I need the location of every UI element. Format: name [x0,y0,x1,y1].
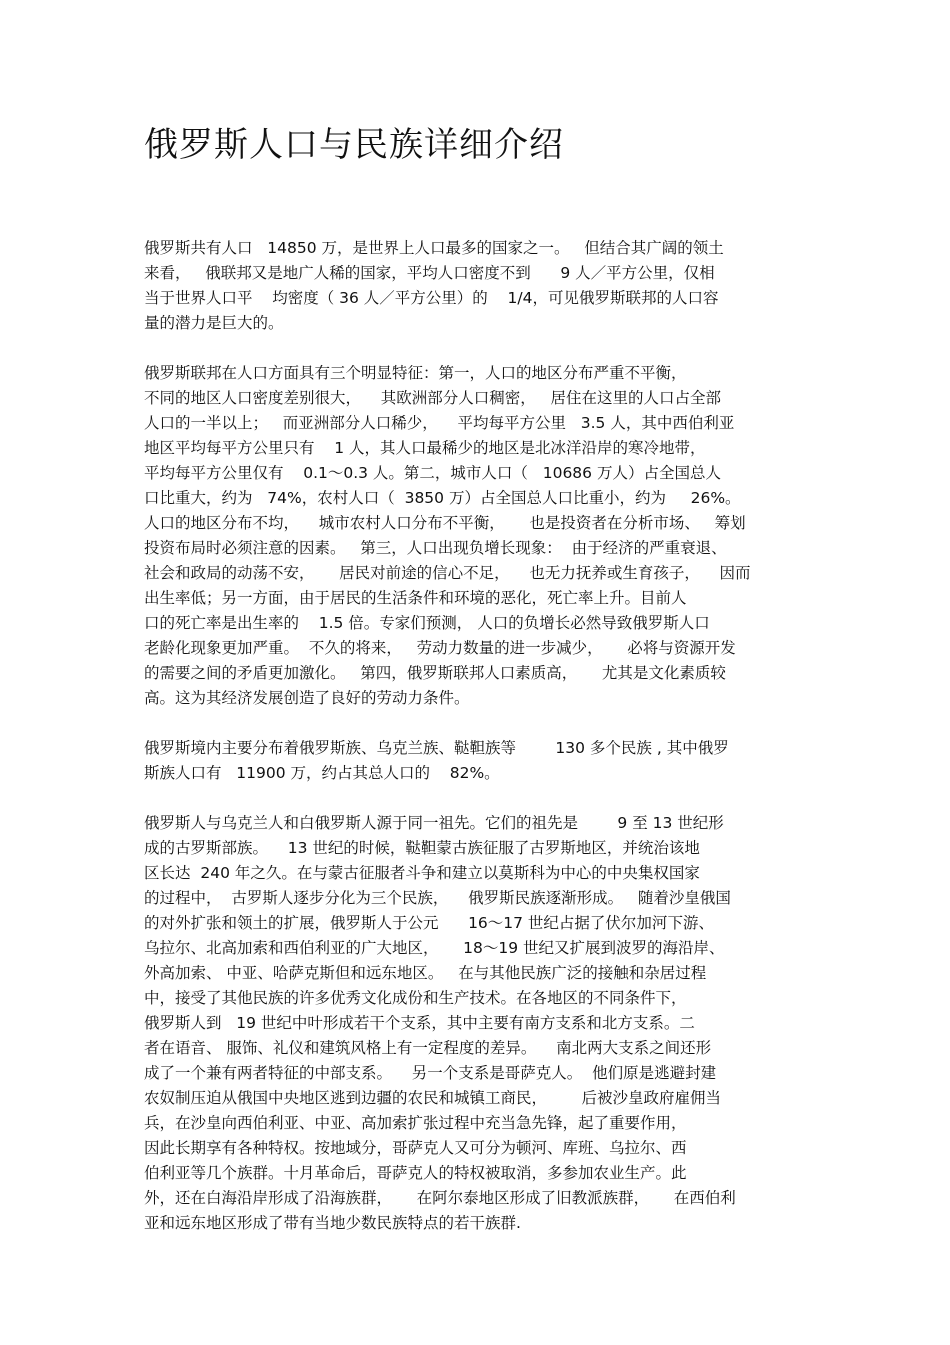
text-line: 的对外扩张和领土的扩展，俄罗斯人于公元 16～17 世纪占据了伏尔加河下游、 [144,914,714,932]
text-line: 人口的一半以上； 而亚洲部分人口稀少， 平均每平方公里 3.5 人，其中西伯利亚 [144,414,735,432]
text-line: 口的死亡率是出生率的 1.5 倍。专家们预测， 人口的负增长必然导致俄罗斯人口 [144,614,710,632]
text-line: 社会和政局的动荡不安， 居民对前途的信心不足， 也无力抚养或生育孩子， 因而 [144,564,751,582]
text-line: 区长达 240 年之久。在与蒙古征服者斗争和建立以莫斯科为中心的中央集权国家 [144,864,700,882]
text-line: 农奴制压迫从俄国中央地区逃到边疆的农民和城镇工商民， 后被沙皇政府雇佣当 [144,1089,721,1107]
text-line: 中，接受了其他民族的许多优秀文化成份和生产技术。在各地区的不同条件下， [144,989,687,1007]
text-line: 者在语音、 服饰、礼仪和建筑风格上有一定程度的差异。 南北两大支系之间还形 [144,1039,712,1057]
text-line: 的过程中， 古罗斯人逐步分化为三个民族， 俄罗斯民族逐渐形成。 随着沙皇俄国 [144,889,731,907]
text-line: 当于世界人口平 均密度（ 36 人／平方公里）的 1/4，可见俄罗斯联邦的人口容 [144,289,719,307]
text-line: 兵，在沙皇向西伯利亚、中亚、高加索扩张过程中充当急先锋，起了重要作用， [144,1114,687,1132]
text-line: 出生率低；另一方面，由于居民的生活条件和环境的恶化，死亡率上升。目前人 [144,589,687,607]
text-line: 外，还在白海沿岸形成了沿海族群， 在阿尔泰地区形成了旧教派族群， 在西伯利 [144,1189,736,1207]
text-line: 老龄化现象更加严重。 不久的将来， 劳动力数量的进一步减少， 必将与资源开发 [144,639,736,657]
text-line: 成的古罗斯部族。 13 世纪的时候，鞑靼蒙古族征服了古罗斯地区，并统治该地 [144,839,700,857]
text-line: 口比重大，约为 74%，农村人口（ 3850 万）占全国总人口比重小，约为 26%。 [144,489,741,507]
text-line: 投资布局时必须注意的因素。 第三，人口出现负增长现象： 由于经济的严重衰退、 [144,539,727,557]
text-line: 成了一个兼有两者特征的中部支系。 另一个支系是哥萨克人。 他们原是逃避封建 [144,1064,717,1082]
paragraph-1 [144,236,814,336]
text-line: 亚和远东地区形成了带有当地少数民族特点的若干族群. [144,1214,521,1232]
text-line: 外高加索、 中亚、哈萨克斯但和远东地区。 在与其他民族广泛的接触和杂居过程 [144,964,707,982]
text-line: 俄罗斯共有人口 14850 万，是世界上人口最多的国家之一。 但结合其广阔的领土 [144,239,724,257]
text-line: 乌拉尔、北高加索和西伯利亚的广大地区， 18～19 世纪又扩展到波罗的海沿岸、 [144,939,725,957]
text-line: 地区平均每平方公里只有 1 人，其人口最稀少的地区是北冰洋沿岸的寒冷地带， [144,439,706,457]
text-line: 俄罗斯联邦在人口方面具有三个明显特征：第一，人口的地区分布严重不平衡， [144,364,687,382]
text-line: 的需要之间的矛盾更加激化。 第四，俄罗斯联邦人口素质高， 尤其是文化素质较 [144,664,726,682]
text-line: 人口的地区分布不均， 城市农村人口分布不平衡， 也是投资者在分析市场、 筹划 [144,514,746,532]
text-line: 斯族人口有 11900 万，约占其总人口的 82%。 [144,764,500,782]
document-body [144,236,814,1261]
text-line: 俄罗斯人与乌克兰人和白俄罗斯人源于同一祖先。它们的祖先是 9 至 13 世纪形 [144,814,724,832]
text-line: 平均每平方公里仅有 0.1～0.3 人。第二，城市人口（ 10686 万人）占全国总人 [144,464,721,482]
text-line: 因此长期享有各种特权。按地域分，哥萨克人又可分为顿河、库班、乌拉尔、西 [144,1139,687,1157]
text-line: 高。这为其经济发展创造了良好的劳动力条件。 [144,689,470,707]
paragraph-4 [144,811,814,1236]
paragraph-2 [144,361,814,711]
document-title: 俄罗斯人口与民族详细介绍 [144,125,564,165]
paragraph-3 [144,736,814,786]
text-line: 量的潜力是巨大的。 [144,314,284,332]
text-line: 来看， 俄联邦又是地广人稀的国家，平均人口密度不到 9 人／平方公里，仅相 [144,264,715,282]
text-line: 俄罗斯人到 19 世纪中叶形成若干个支系，其中主要有南方支系和北方支系。二 [144,1014,695,1032]
text-line: 俄罗斯境内主要分布着俄罗斯族、乌克兰族、鞑靼族等 130 多个民族 , 其中俄罗 [144,739,729,757]
text-line: 不同的地区人口密度差别很大， 其欧洲部分人口稠密， 居住在这里的人口占全部 [144,389,721,407]
text-line: 伯利亚等几个族群。十月革命后，哥萨克人的特权被取消，多参加农业生产。此 [144,1164,687,1182]
